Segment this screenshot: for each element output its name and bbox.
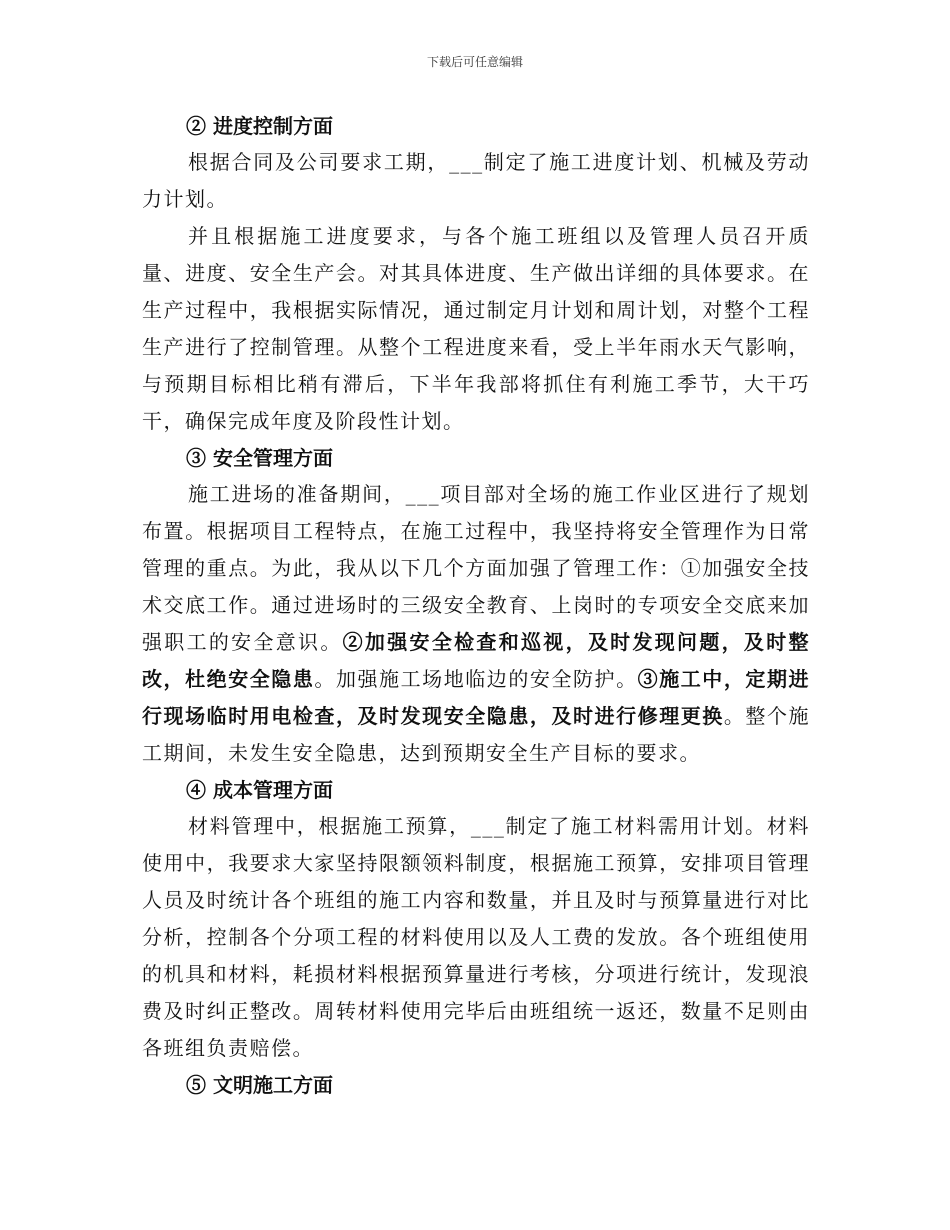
paragraph-text: 。整个施工期间，未发生安全隐患，达到预期安全生产目标的要求。 [142,704,811,765]
paragraph: 材料管理中，根据施工预算，___制定了施工材料需用计划。材料使用中，我要求大家坚持限额领料制度，根据施工预算，安排项目管理人员及时统计各个班组的施工内容和数量，并且及时与预算量进行对比分析，控制各个分项工程的材料使用以及人工费的发放。各个班组使用的机具和材料，耗损材料根据预算量进行考核，分项进行统计，发现浪费及时纠正整改。周转材料使用完毕后由班组统一返还，数量不足则由各班组负责赔偿。 [142,814,810,1060]
paragraph: 并且根据施工进度要求，与各个施工班组以及管理人员召开质量、进度、安全生产会。对其具体进度、生产做出详细的具体要求。在生产过程中，我根据实际情况，通过制定月计划和周计划，对整个工程生产进行了控制管理。从整个工程进度来看，受上半年雨水天气影响，与预期目标相比稍有滞后，下半年我部将抓住有利施工季节，大干巧干，确保完成年度及阶段性计划。 [142,224,810,433]
section-heading-civilized: ⑤ 文明施工方面 [186,1073,333,1097]
paragraph-text: 。加强施工场地临边的安全防护。 [314,667,638,691]
document-body [142,108,810,1103]
bold-text: ③施工中，定期进行现场临时用电检查，及时发现安全隐患，及时进行修理更换 [142,667,811,728]
section-heading-safety: ③ 安全管理方面 [186,446,333,470]
paragraph-text: 施工进场的准备期间，___项目部对全场的施工作业区进行了规划布置。根据项目工程特点，在施工过程中，我坚持将安全管理作为日常管理的重点。为此，我从以下几个方面加强了管理工作：①加强安全技术交底工作。通过进场时的三级安全教育、上岗时的专项安全交底来加强职工的安全意识。 [142,482,810,654]
bold-text: ②加强安全检查和巡视，及时发现问题，及时整改，杜绝安全隐患 [142,630,811,691]
paragraph [142,476,810,772]
section-heading-cost: ④ 成本管理方面 [186,778,333,802]
section-heading-progress: ② 进度控制方面 [186,114,333,138]
paragraph: 根据合同及公司要求工期，___制定了施工进度计划、机械及劳动力计划。 [142,150,810,211]
page-header: 下载后可任意编辑 [426,55,523,69]
